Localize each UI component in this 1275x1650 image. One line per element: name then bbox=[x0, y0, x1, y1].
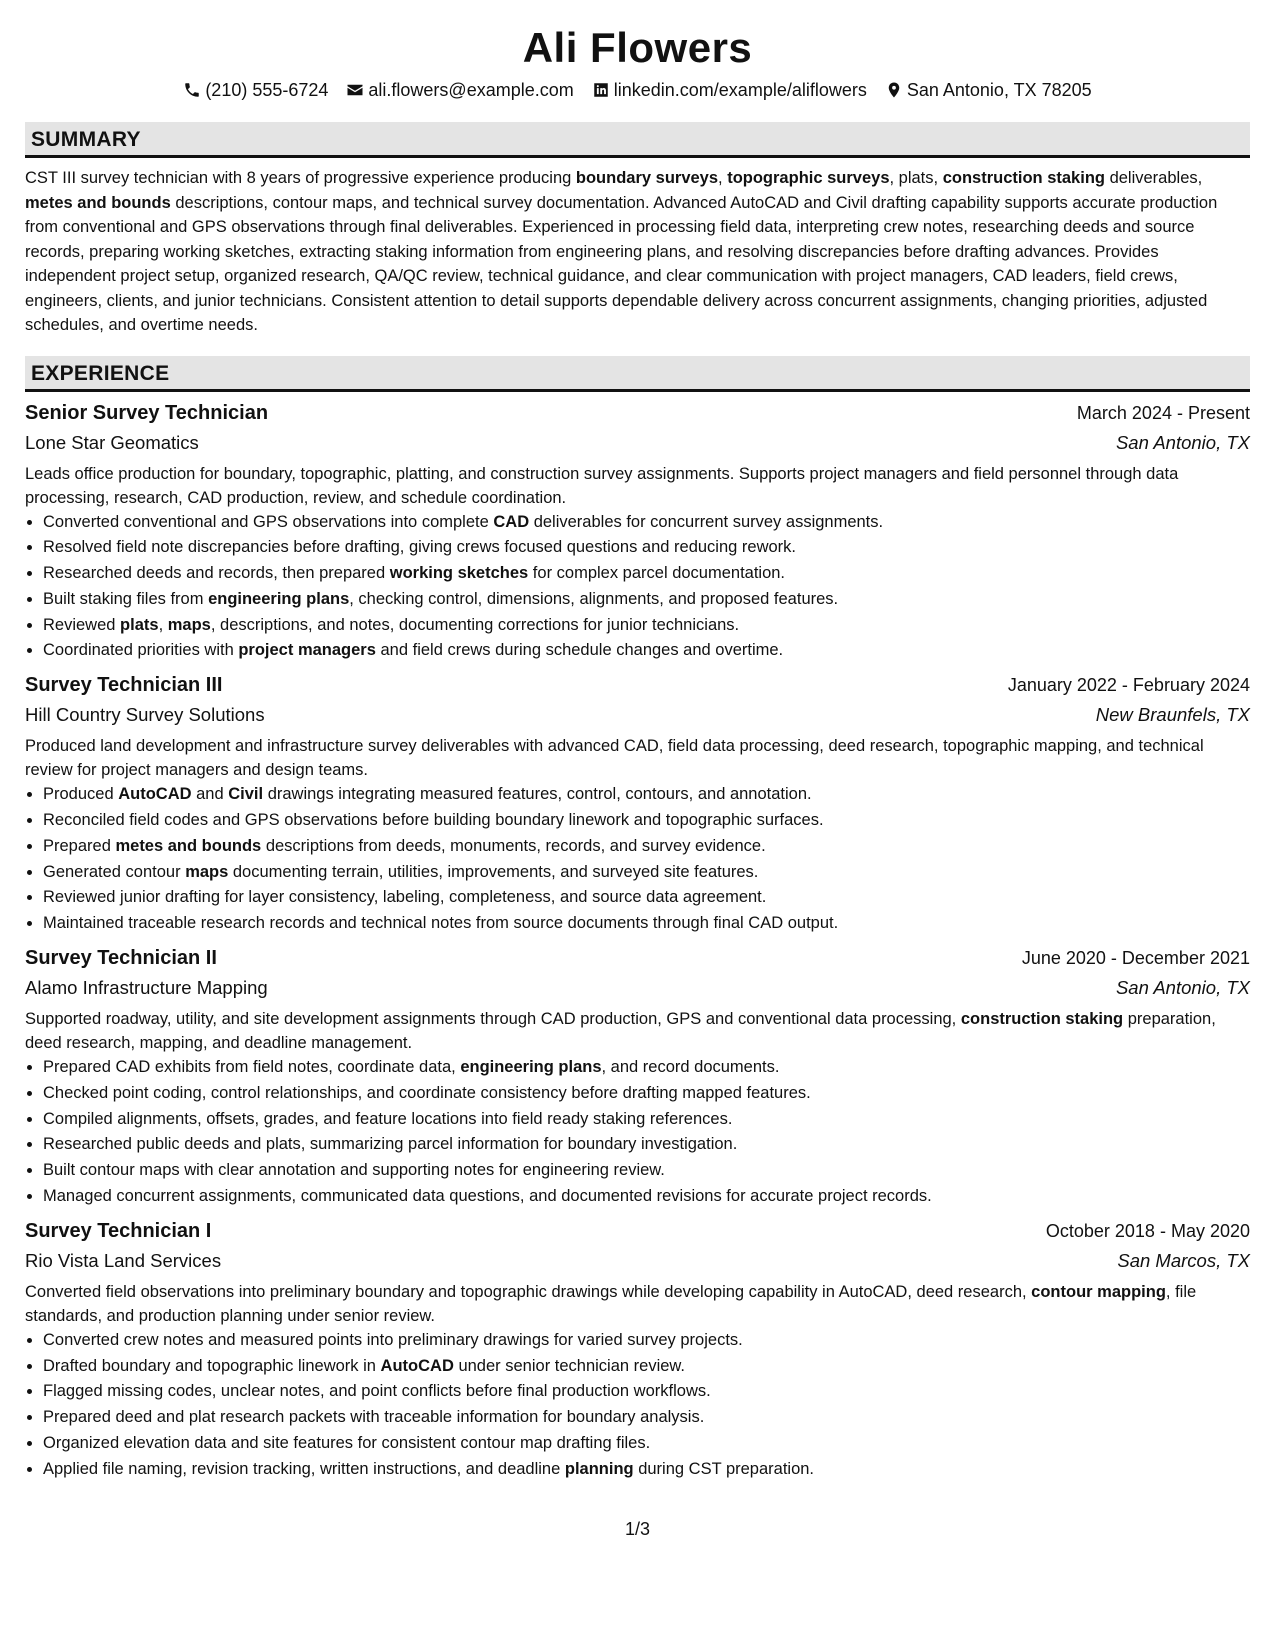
job-company: Rio Vista Land Services bbox=[25, 1249, 222, 1271]
job-bullet: • Converted crew notes and measured points into preliminary drawings for varied survey projects. bbox=[43, 1328, 1250, 1354]
job-bullet: • Checked point coding, control relationships, and coordinate consistency before drafting mapped features. bbox=[43, 1081, 1250, 1107]
contact-info bbox=[25, 78, 1250, 102]
phone-icon bbox=[183, 81, 201, 99]
job-location: San Antonio, TX bbox=[1115, 977, 1250, 999]
job-location: San Antonio, TX bbox=[1115, 431, 1250, 453]
job-description: Converted field observations into preliminary boundary and topographic drawings while developing capability in AutoCAD, deed research, contour mapping, file standards, and production planning under senior review. bbox=[25, 1282, 1197, 1325]
candidate-name: Ali Flowers bbox=[522, 24, 753, 71]
job-bullet: • Reviewed junior drafting for layer consistency, labeling, completeness, and source data agreement. bbox=[43, 885, 1250, 911]
linkedin-icon bbox=[592, 81, 610, 99]
job-dates: January 2022 - February 2024 bbox=[1007, 675, 1250, 696]
job-bullets bbox=[25, 1328, 1250, 1483]
job-bullet: • Reviewed plats, maps, descriptions, and notes, documenting corrections for junior technicians. bbox=[43, 613, 1250, 639]
job-location: New Braunfels, TX bbox=[1095, 704, 1250, 726]
envelope-icon bbox=[346, 81, 364, 99]
job-bullets bbox=[25, 782, 1250, 937]
contact-linkedin[interactable] bbox=[592, 78, 867, 102]
job-bullet: • Prepared metes and bounds descriptions from deeds, monuments, records, and survey evidence. bbox=[43, 834, 1250, 860]
job-dates: June 2020 - December 2021 bbox=[1021, 948, 1250, 969]
job-bullet: • Flagged missing codes, unclear notes, and point conflicts before final production workflows. bbox=[43, 1379, 1250, 1405]
job-bullet: • Maintained traceable research records and technical notes from source documents through final CAD output. bbox=[43, 911, 1250, 937]
job-bullet: • Converted conventional and GPS observations into complete CAD deliverables for concurrent survey assignments. bbox=[43, 510, 1250, 536]
contact-location bbox=[885, 78, 1092, 102]
job-bullet: • Applied file naming, revision tracking, written instructions, and deadline planning during CST preparation. bbox=[43, 1457, 1250, 1483]
job-bullet: • Compiled alignments, offsets, grades, and feature locations into field ready staking references. bbox=[43, 1107, 1250, 1133]
experience-list bbox=[25, 398, 1250, 1483]
job-bullet: • Managed concurrent assignments, communicated data questions, and documented revisions for accurate project records. bbox=[43, 1184, 1250, 1210]
job-location: San Marcos, TX bbox=[1117, 1249, 1250, 1271]
location-text: San Antonio, TX 78205 bbox=[906, 80, 1092, 100]
job-bullet: • Resolved field note discrepancies before drafting, giving crews focused questions and reducing rework. bbox=[43, 535, 1250, 561]
contact-phone bbox=[183, 78, 328, 102]
job-bullet: • Reconciled field codes and GPS observations before building boundary linework and topographic surfaces. bbox=[43, 808, 1250, 834]
contact-email[interactable] bbox=[346, 78, 573, 102]
job-bullet: • Produced AutoCAD and Civil drawings integrating measured features, control, contours, and annotation. bbox=[43, 782, 1250, 808]
job-bullets bbox=[25, 510, 1250, 665]
job-bullet: • Researched public deeds and plats, summarizing parcel information for boundary investigation. bbox=[43, 1132, 1250, 1158]
job-bullet: • Drafted boundary and topographic linework in AutoCAD under senior technician review. bbox=[43, 1354, 1250, 1380]
job-bullet: • Prepared CAD exhibits from field notes, coordinate data, engineering plans, and record documents. bbox=[43, 1055, 1250, 1081]
job-bullet: • Built contour maps with clear annotation and supporting notes for engineering review. bbox=[43, 1158, 1250, 1184]
email-text[interactable]: ali.flowers@example.com bbox=[368, 80, 574, 100]
page-number: 1/3 bbox=[624, 1519, 651, 1539]
job-entry bbox=[25, 398, 1250, 665]
linkedin-text[interactable]: linkedin.com/example/aliflowers bbox=[613, 80, 867, 100]
job-entry bbox=[25, 1216, 1250, 1483]
job-company: Lone Star Geomatics bbox=[25, 431, 199, 453]
summary-text: CST III survey technician with 8 years of progressive experience producing boundary surveys, topographic surveys, plats, construction staking deliverables, metes and bounds descriptions, contour maps, and technical survey documentation. Advanced AutoCAD and Civil drafting capability supports accurate production from conventional and GPS observations through final deliverables. Experienced in processing field data, interpreting crew notes, researching deeds and source records, preparing working sketches, extracting staking information from engineering plans, and resolving discrepancies before drafting advances. Provides independent project setup, organized research, QA/QC review, technical guidance, and clear communication with project managers, CAD leaders, field crews, engineers, clients, and junior technicians. Consistent attention to detail supports dependable delivery across concurrent assignments, changing priorities, adjusted schedules, and overtime needs. bbox=[25, 169, 1218, 334]
job-company: Hill Country Survey Solutions bbox=[25, 704, 265, 726]
job-title: Survey Technician III bbox=[25, 674, 223, 697]
job-entry bbox=[25, 670, 1250, 937]
experience-heading: EXPERIENCE bbox=[25, 356, 1250, 392]
job-bullet: • Prepared deed and plat research packets with traceable information for boundary analysis. bbox=[43, 1405, 1250, 1431]
summary-heading: SUMMARY bbox=[25, 122, 1250, 158]
phone-text: (210) 555-6724 bbox=[205, 80, 329, 100]
resume-page bbox=[25, 22, 1250, 1483]
job-bullet: • Coordinated priorities with project managers and field crews during schedule changes and overtime. bbox=[43, 638, 1250, 664]
job-title: Survey Technician II bbox=[25, 947, 217, 970]
job-bullet: • Researched deeds and records, then prepared working sketches for complex parcel documentation. bbox=[43, 561, 1250, 587]
job-entry bbox=[25, 943, 1250, 1210]
job-description: Leads office production for boundary, topographic, platting, and construction survey assignments. Supports project managers and field personnel through data processing, research, CAD production, review, and schedule coordination. bbox=[25, 464, 1179, 507]
job-bullet: • Generated contour maps documenting terrain, utilities, improvements, and surveyed site features. bbox=[43, 860, 1250, 886]
job-bullet: • Built staking files from engineering plans, checking control, dimensions, alignments, and proposed features. bbox=[43, 587, 1250, 613]
job-title: Senior Survey Technician bbox=[25, 401, 269, 424]
job-description: Produced land development and infrastructure survey deliverables with advanced CAD, field data processing, deed research, topographic mapping, and technical review for project managers and design teams. bbox=[25, 737, 1204, 780]
job-dates: March 2024 - Present bbox=[1076, 402, 1250, 423]
job-company: Alamo Infrastructure Mapping bbox=[25, 977, 268, 999]
job-bullet: • Organized elevation data and site features for consistent contour map drafting files. bbox=[43, 1431, 1250, 1457]
job-description: Supported roadway, utility, and site development assignments through CAD production, GPS and conventional data processing, construction staking preparation, deed research, mapping, and deadline management. bbox=[25, 1010, 1216, 1053]
job-title: Survey Technician I bbox=[25, 1219, 212, 1242]
job-dates: October 2018 - May 2020 bbox=[1045, 1220, 1250, 1241]
map-pin-icon bbox=[885, 81, 903, 99]
job-bullets bbox=[25, 1055, 1250, 1210]
